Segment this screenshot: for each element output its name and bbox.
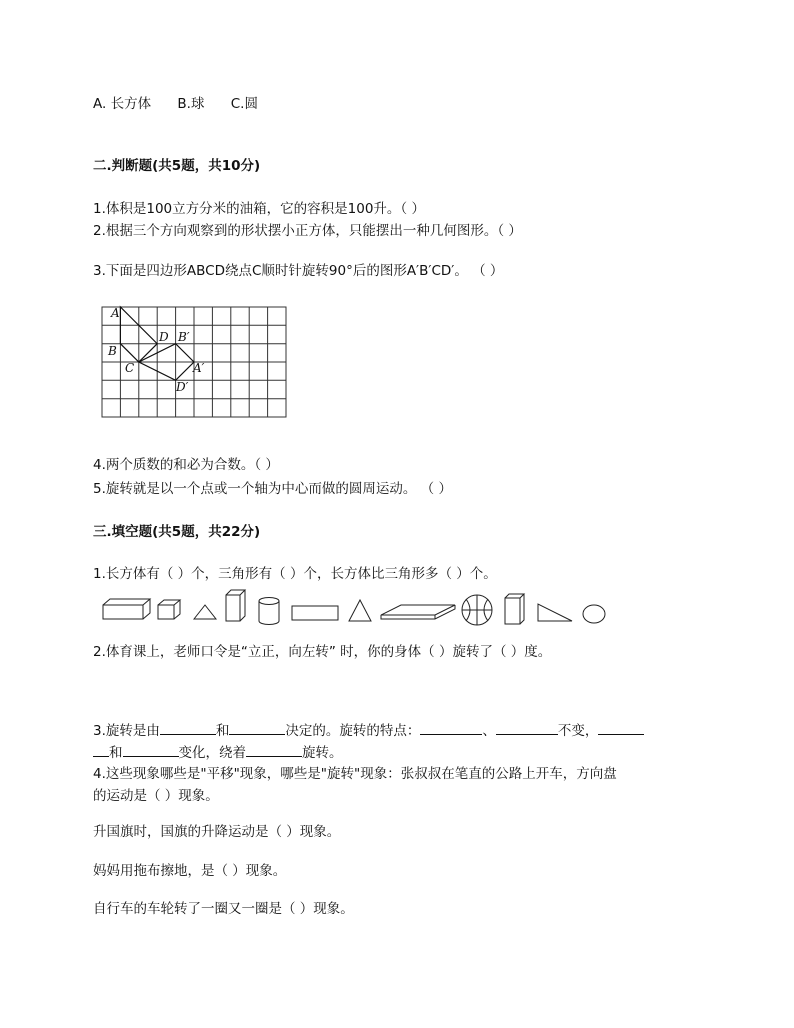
judgement-question-4: 4.两个质数的和必为合数。（ ） xyxy=(93,457,279,473)
standing-cuboid-icon xyxy=(505,594,524,624)
fill-question-4-flag: 升国旗时，国旗的升降运动是（ ）现象。 xyxy=(93,824,341,840)
option-b: B.球 xyxy=(177,96,205,112)
circle-icon xyxy=(583,605,605,623)
cube-icon xyxy=(158,600,180,619)
q3-text-d: 、 xyxy=(482,723,496,739)
q3-text-e: 不变， xyxy=(557,723,599,739)
flat-cuboid-icon xyxy=(381,605,455,619)
fill-question-3-line-2 xyxy=(93,742,343,762)
label-a: A xyxy=(111,306,120,320)
section-title-fill-blank: 三.填空题(共5题，共22分) xyxy=(93,524,261,540)
triangle-icon xyxy=(349,600,371,621)
fill-question-1: 1.长方体有（ ）个，三角形有（ ）个，长方体比三角形多（ ）个。 xyxy=(93,566,497,582)
shapes-row xyxy=(100,588,620,633)
q3-text-h: 旋转。 xyxy=(302,745,343,761)
fill-question-4-wheel: 自行车的车轮转了一圈又一圈是（ ）现象。 xyxy=(93,901,354,917)
judgement-question-5: 5.旋转就是以一个点或一个轴为中心而做的圆周运动。 （ ） xyxy=(93,481,452,497)
answer-blank[interactable] xyxy=(496,720,558,735)
answer-blank[interactable] xyxy=(160,720,216,735)
judgement-question-2: 2.根据三个方向观察到的形状摆小正方体，只能摆出一种几何图形。（ ） xyxy=(93,223,522,239)
option-a: A. 长方体 xyxy=(93,96,152,112)
fill-question-3-line-1 xyxy=(93,720,644,740)
rectangle-icon xyxy=(292,606,338,620)
answer-blank[interactable] xyxy=(420,720,482,735)
cuboid-icon xyxy=(103,599,150,619)
label-c: C xyxy=(125,361,135,375)
tall-cuboid-icon xyxy=(226,590,245,621)
answer-blank[interactable] xyxy=(598,720,644,735)
label-b-prime: B′ xyxy=(178,330,190,344)
rotation-grid-figure xyxy=(100,305,290,420)
fill-question-2: 2.体育课上，老师口令是“立正，向左转” 时，你的身体（ ）旋转了（ ）度。 xyxy=(93,644,552,660)
fill-question-4-mop: 妈妈用拖布擦地，是（ ）现象。 xyxy=(93,863,287,879)
label-a-prime: A′ xyxy=(193,361,205,375)
cylinder-icon xyxy=(259,598,279,625)
answer-blank[interactable] xyxy=(93,742,109,757)
answer-blank[interactable] xyxy=(246,742,302,757)
option-c: C.圆 xyxy=(230,96,258,112)
label-d-prime: D′ xyxy=(176,380,189,394)
q3-text-a: 3.旋转是由 xyxy=(93,723,160,739)
section-title-judgement: 二.判断题(共5题，共10分) xyxy=(93,158,261,174)
q3-text-g: 变化，绕着 xyxy=(178,745,246,761)
q3-text-c: 决定的。旋转的特点： xyxy=(285,723,421,739)
right-triangle-icon xyxy=(538,604,572,621)
fill-question-4-line-1: 4.这些现象哪些是"平移"现象，哪些是"旋转"现象：张叔叔在笔直的公路上开车，方向盘 xyxy=(93,766,617,782)
judgement-question-3: 3.下面是四边形ABCD绕点C顺时针旋转90°后的图形A′B′CD′。 （ ） xyxy=(93,263,504,279)
fill-question-4-line-2: 的运动是（ ）现象。 xyxy=(93,788,219,804)
label-d: D xyxy=(159,330,169,344)
answer-blank[interactable] xyxy=(123,742,179,757)
previous-question-options xyxy=(93,95,280,113)
q3-text-b: 和 xyxy=(215,723,230,739)
judgement-question-1: 1.体积是100立方分米的油箱，它的容积是100升。（ ） xyxy=(93,201,425,217)
answer-blank[interactable] xyxy=(229,720,285,735)
label-b: B xyxy=(108,344,117,358)
small-triangle-icon xyxy=(194,605,216,619)
basketball-icon xyxy=(462,595,492,625)
q3-text-f: 和 xyxy=(109,745,123,761)
